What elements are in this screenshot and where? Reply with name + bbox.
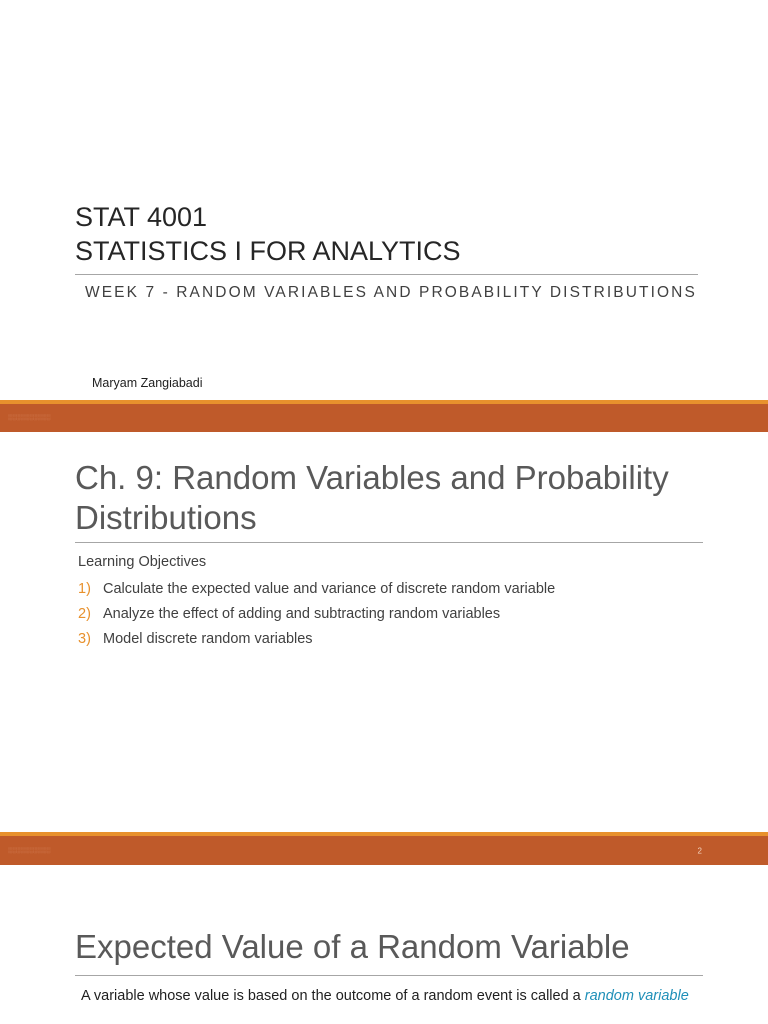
chapter-title-divider — [75, 542, 703, 543]
course-name: STATISTICS I FOR ANALYTICS — [75, 236, 461, 266]
list-item-text: Model discrete random variables — [103, 631, 313, 647]
slide-footer-2 — [0, 832, 768, 865]
course-title — [75, 200, 461, 268]
objectives-section — [78, 552, 555, 652]
course-code: STAT 4001 — [75, 202, 208, 232]
list-item — [78, 627, 555, 652]
objectives-slide — [0, 432, 768, 832]
list-item-number: 3) — [78, 631, 91, 647]
objectives-list — [78, 577, 555, 652]
week-subtitle: WEEK 7 - RANDOM VARIABLES AND PROBABILITY DISTRIBUTIONS — [85, 284, 697, 301]
definition-sentence: A variable whose value is based on the outcome of a random event is called a — [81, 988, 585, 1004]
author-name: Maryam Zangiabadi — [92, 376, 203, 390]
list-item-text: Analyze the effect of adding and subtracting random variables — [103, 606, 501, 622]
list-item-number: 1) — [78, 581, 91, 597]
objectives-heading: Learning Objectives — [78, 554, 207, 570]
list-item-text: Calculate the expected value and variance of discrete random variable — [103, 581, 556, 597]
list-item-number: 2) — [78, 606, 91, 622]
footer-date: ░░░░░░░░░░ — [8, 847, 51, 854]
slide-page-number: 2 — [697, 846, 702, 855]
definition-text — [81, 987, 701, 1006]
chapter-title: Ch. 9: Random Variables and Probability Distributions — [75, 459, 669, 536]
slide-footer-1 — [0, 400, 768, 432]
list-item — [78, 577, 555, 602]
list-item — [78, 602, 555, 627]
title-slide — [0, 0, 768, 400]
slide-title: Expected Value of a Random Variable — [75, 928, 630, 965]
slide-title-divider — [75, 975, 703, 976]
defined-term: random variable — [584, 988, 689, 1004]
footer-date: ░░░░░░░░░░ — [8, 415, 51, 421]
title-divider — [75, 274, 698, 275]
expected-value-slide — [0, 865, 768, 1024]
